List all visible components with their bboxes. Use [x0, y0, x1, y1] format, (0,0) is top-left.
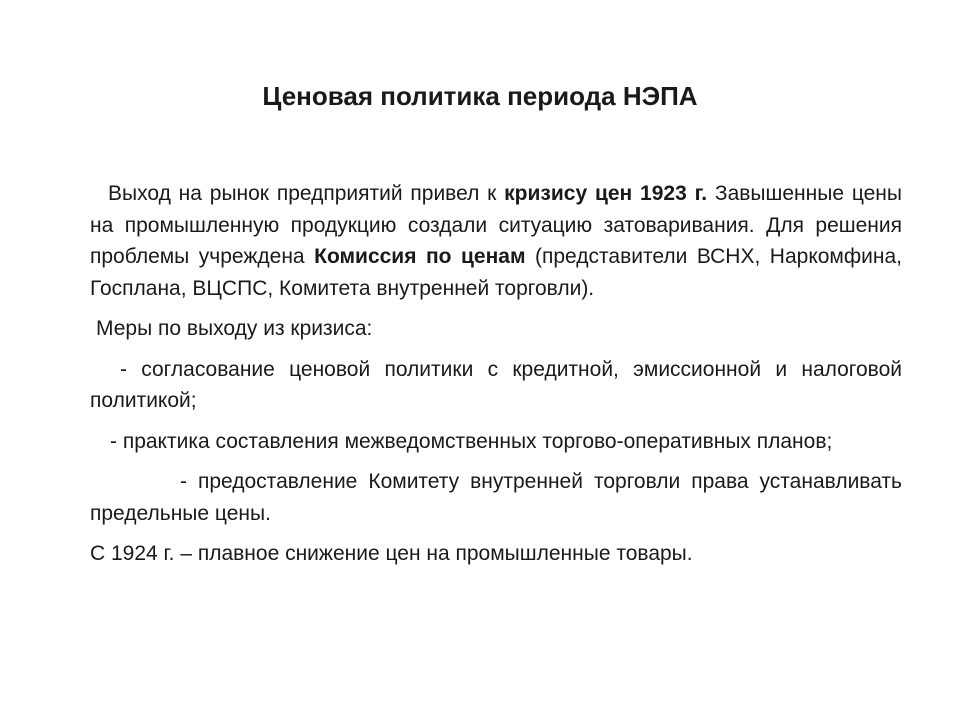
intro-text-2: Завышенные цены на промышленную продукцию создали ситуацию затоваривания. Для решения проблемы учреждена — [90, 182, 902, 268]
intro-text-3: (представители ВСНХ, Наркомфина, Госплана, ВЦСПС, Комитета внутренней торговли). — [90, 245, 902, 300]
measure-item-1: - согласование ценовой политики с кредитной, эмиссионной и налоговой политикой; — [90, 357, 902, 412]
slide-title: Ценовая политика периода НЭПА — [262, 81, 698, 111]
measure-item-3: - предоставление Комитету внутренней торговли права устанавливать предельные цены. — [90, 470, 902, 525]
intro-bold-commission: Комиссия по ценам — [314, 245, 526, 268]
intro-paragraph — [90, 178, 902, 304]
intro-text-1: Выход на рынок предприятий привел к — [108, 182, 505, 205]
slide-body — [90, 178, 902, 579]
measure-item-2: - практика составления межведомственных торгово-оперативных планов; — [110, 429, 833, 453]
measures-heading: Меры по выходу из кризиса: — [96, 317, 373, 340]
intro-bold-crisis: кризису цен 1923 г. — [504, 182, 708, 205]
conclusion-text: С 1924 г. – плавное снижение цен на промышленные товары. — [90, 542, 693, 565]
